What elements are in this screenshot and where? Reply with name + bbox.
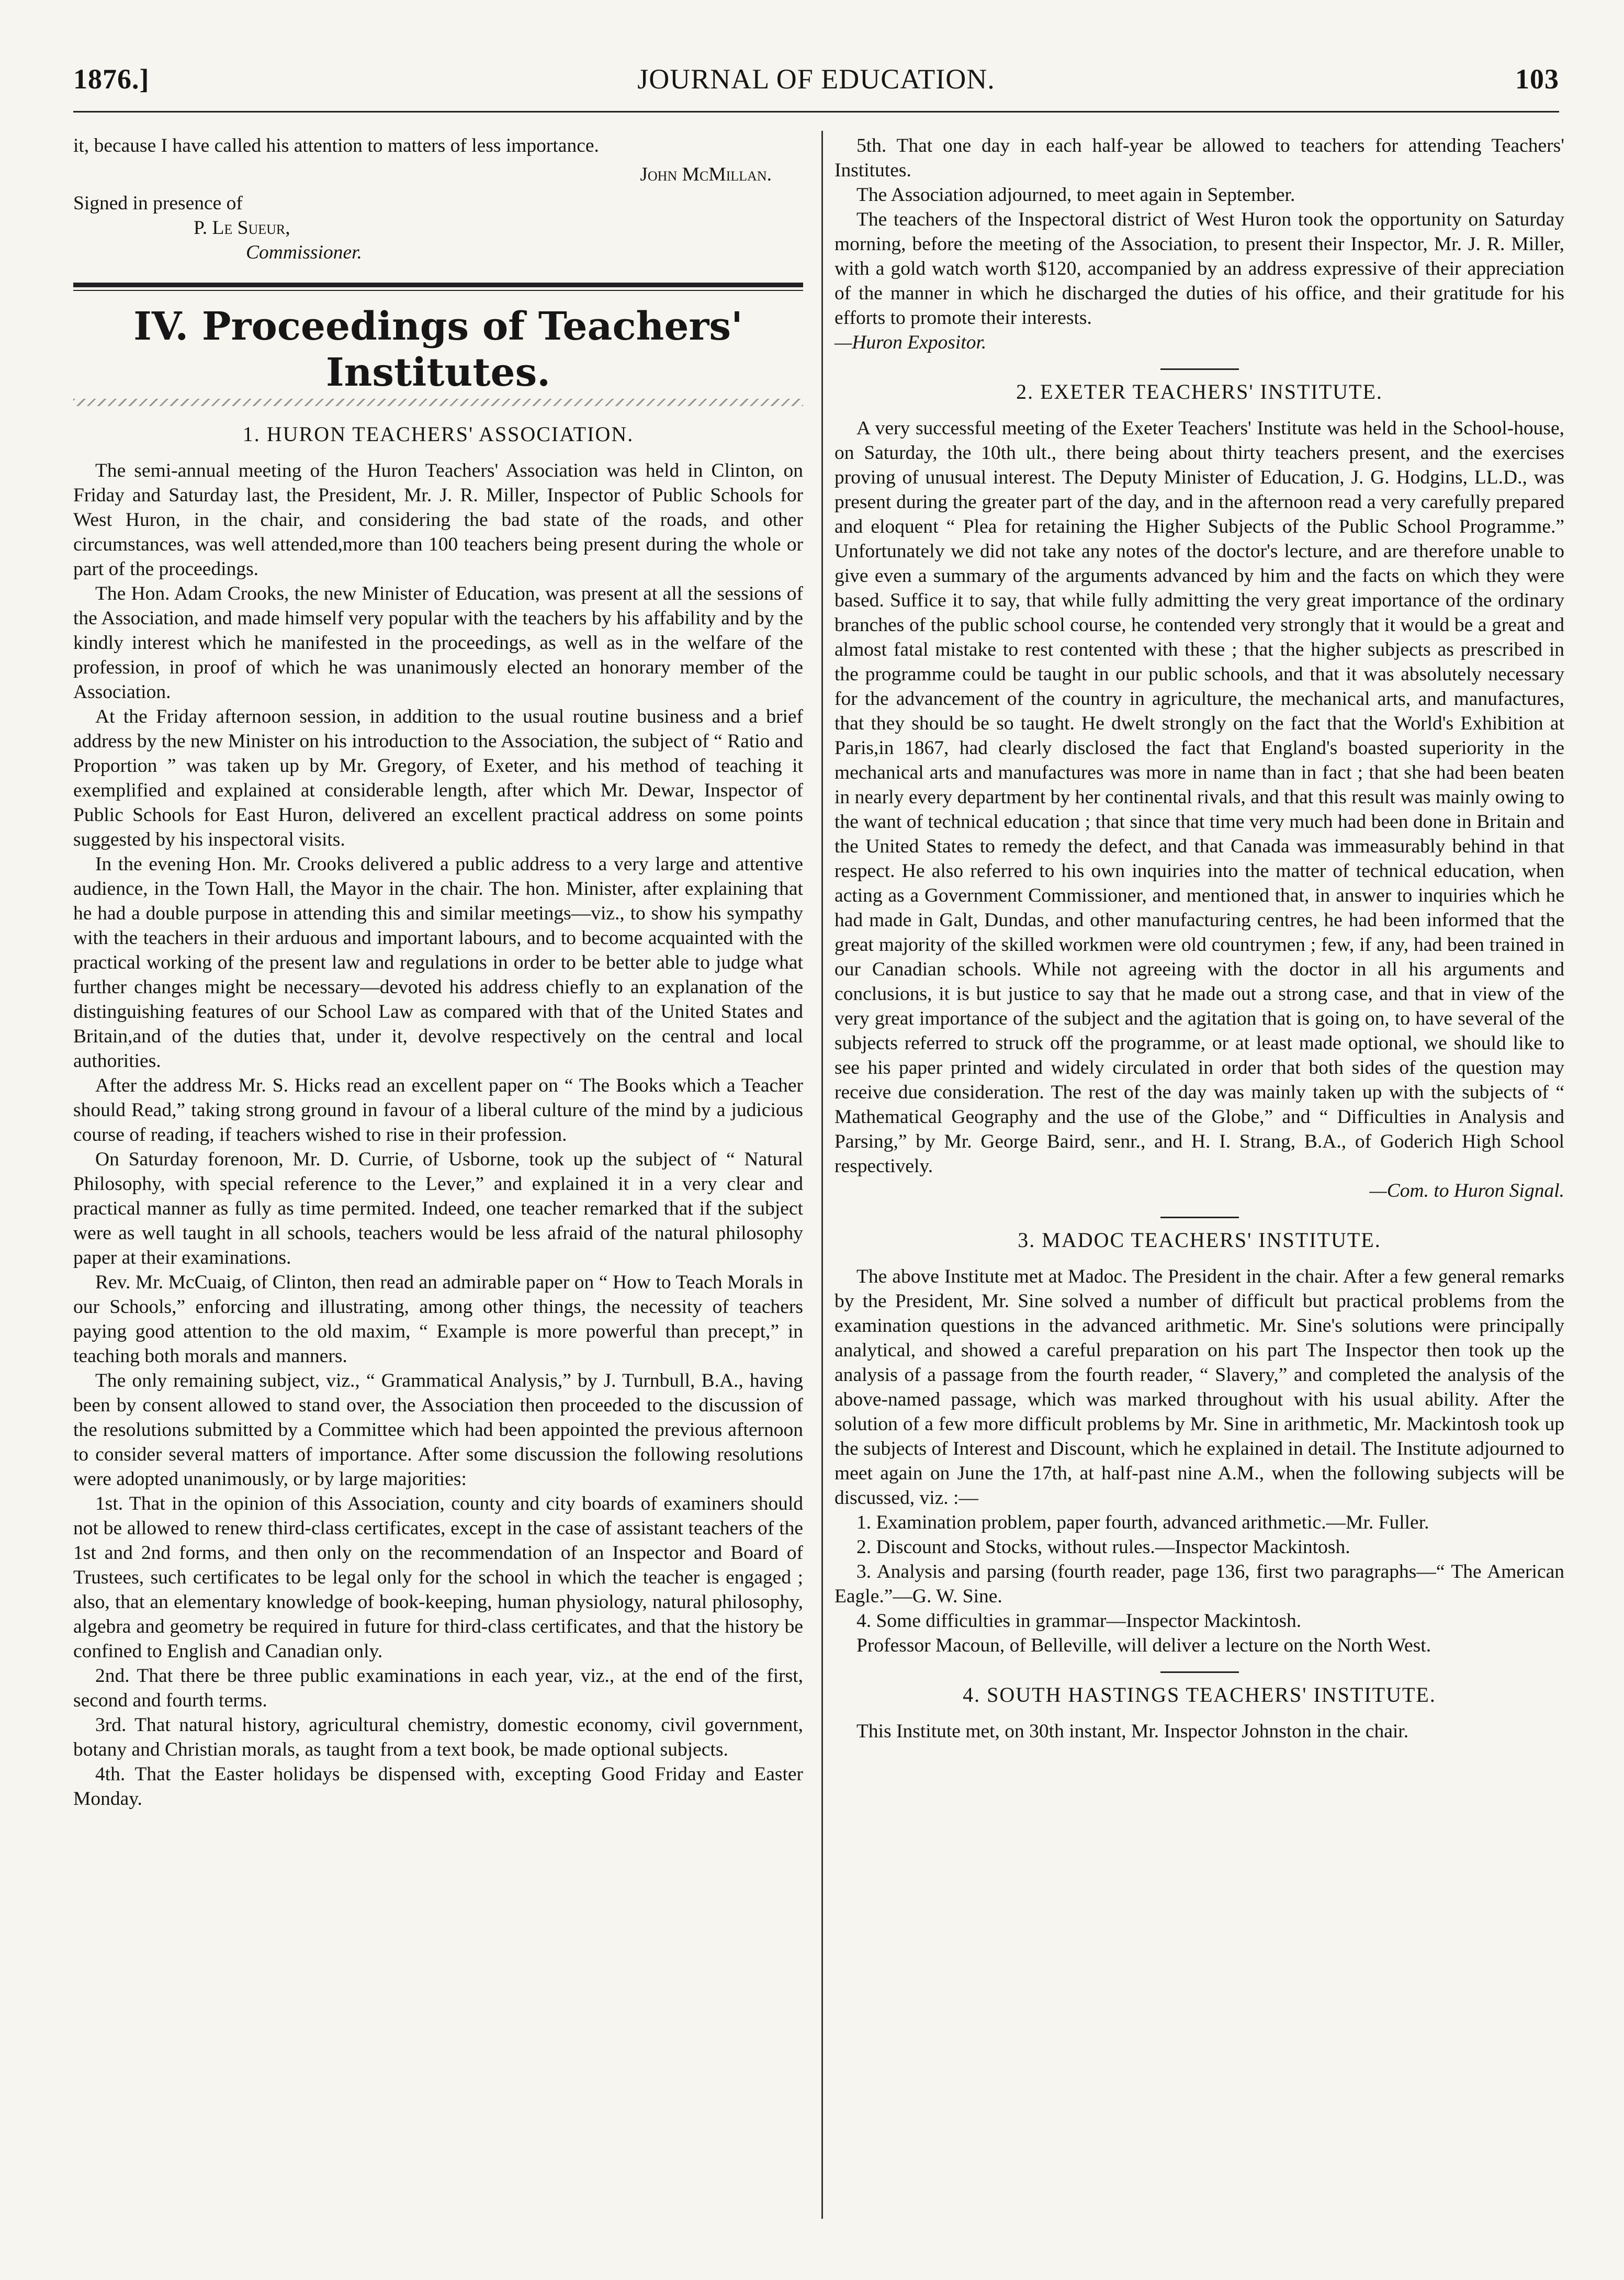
- paragraph: The only remaining subject, viz., “ Grammatical Analysis,” by J. Turnbull, B.A., having been by consent allowed to stand over, the Association then proceeded to the discussion of the resolutions submitted by a Committee which had been appointed the previous afternoon to consider several matters of importance. After some discussion the following resolutions were adopted unanimously, or by large majorities:: [73, 1370, 803, 1490]
- section-rule: [1160, 1217, 1239, 1218]
- section-title-huron: 1. HURON TEACHERS' ASSOCIATION.: [242, 422, 634, 446]
- paragraph: A very successful meeting of the Exeter Teachers' Institute was held in the School-house, on Saturday, the 10th ult., there being about thirty teachers present, and the exercises proving of unusual interest. The Deputy Minister of Education, J. G. Hodgins, LL.D., was present during the greater part of the day, and in the afternoon read a very carefully prepared and eloquent “ Plea for retaining the Higher Subjects of the Public School Programme.” Unfortunately we did not take any notes of the doctor's lecture, and are therefore unable to give even a summary of the arguments advanced by him and the facts on which they were based. Suffice it to say, that while fully admitting the very great importance of the ordinary branches of the public school course, he contended very strongly that it would be a great and almost fatal mistake to rest contented with these ; that the higher subjects as prescribed in the programme could be taught in our public schools, and that it was absolutely necessary for the advancement of the country in agriculture, the mechanical arts, and manufactures, that they should be so taught. He dwelt strongly on the fact that the World's Exhibition at Paris,in 1867, had clearly disclosed the fact that England's boasted superiority in the mechanical arts and manufactures was more in name than in fact ; that she had been beaten in nearly every department by her continental rivals, and that this result was mainly owing to the want of technical education ; that since that time very much had been done in Britain and the United States to remedy the defect, and that Canada was immeasurably behind in that respect. He also referred to his own inquiries into the matter of technical education, when acting as a Government Commissioner, and mentioned that, in answer to inquiries which he had made in Galt, Dundas, and other manufacturing centres, he had been informed that the great majority of the skilled workmen were old countrymen ; few, if any, had been trained in our Canadian schools. While not agreeing with the doctor in all his arguments and conclusions, it is but justice to say that he made out a strong case, and that in view of the very great importance of the subject and the agitation that is going on, to have several of the subjects referred to struck off the programme, or at least made optional, we should like to see his paper printed and widely circulated in order that both sides of the question may receive due consideration. The rest of the day was mainly taken up with the subjects of “ Mathematical Geography and the use of the Globe,” and “ Difficulties in Analysis and Parsing,” by Mr. George Baird, senr., and H. I. Strang, B.A., of Goderich High School respectively.: [834, 418, 1564, 1177]
- part-rule: [73, 283, 803, 291]
- resolution-item: 1st. That in the opinion of this Association, county and city boards of examiners should not be allowed to renew third-class certificates, except in the case of assistant teachers of the 1st and 2nd forms, and then only on the recommendation of an Inspector and Board of Trustees, such certificates to be legal only for the school in which the teacher is engaged ; also, that an elementary knowledge of book-keeping, human physiology, natural philosophy, algebra and geometry be required in future for third-class certificates, and that the history be confined to English and Canadian only.: [73, 1493, 803, 1662]
- paragraph: The teachers of the Inspectoral district of West Huron took the opportunity on Saturday morning, before the meeting of the Association, to present their Inspector, Mr. J. R. Miller, with a gold watch worth $120, accompanied by an address expressive of their appreciation of the manner in which he discharged the duties of his office, and their gratitude for his efforts to promote their interests.: [834, 209, 1564, 329]
- page-number: 103: [1515, 63, 1559, 95]
- paragraph: The semi-annual meeting of the Huron Teachers' Association was held in Clinton, on Friday and Saturday last, the President, Mr. J. R. Miller, Inspector of Public Schools for West Huron, in the chair, and considering the bad state of the roads, and other circumstances, was well attended,more than 100 teachers being present during the whole or part of the proceedings.: [73, 460, 803, 580]
- right-column: [834, 133, 1564, 1744]
- resolution-item: 5th. That one day in each half-year be allowed to teachers for attending Teachers' Institutes.: [834, 135, 1564, 181]
- paragraph: The above Institute met at Madoc. The President in the chair. After a few general remarks by the President, Mr. Sine solved a number of difficult but practical problems from the examination questions in the advanced arithmetic. Mr. Sine's solutions were principally analytical, and showed a careful preparation on his part The Inspector then took up the analysis of a passage from the fourth reader, “ Slavery,” and completed the analysis of the above-named passage, which was marked throughout with his usual ability. After the solution of a few more difficult problems by Mr. Sine in arithmetic, Mr. Mackintosh took up the subjects of Interest and Discount, which he explained in detail. The Institute adjourned to meet again on June the 17th, at half-past nine A.M., when the following subjects will be discussed, viz. :—: [834, 1266, 1564, 1509]
- masthead: [73, 63, 1559, 110]
- list-item: 1. Examination problem, paper fourth, advanced arithmetic.—Mr. Fuller.: [856, 1512, 1429, 1533]
- signature: John McMillan.: [640, 164, 772, 185]
- list-item: 2. Discount and Stocks, without rules.—Inspector Mackintosh.: [856, 1536, 1350, 1558]
- intro-text: it, because I have called his attention to matters of less importance.: [73, 135, 599, 156]
- section-title-exeter: 2. EXETER TEACHERS' INSTITUTE.: [1016, 380, 1383, 403]
- paragraph: The Association adjourned, to meet again in September.: [856, 184, 1295, 206]
- witness-name: P. Le Sueur,: [194, 217, 290, 239]
- resolution-item: 4th. That the Easter holidays be dispensed with, excepting Good Friday and Easter Monday.: [73, 1764, 803, 1810]
- section-rule: [1160, 1671, 1239, 1673]
- paragraph: Rev. Mr. McCuaig, of Clinton, then read an admirable paper on “ How to Teach Morals in our Schools,” enforcing and illustrating, among other things, the necessity of teachers paying good attention to the old maxim, “ Example is more powerful than precept,” in teaching both morals and manners.: [73, 1272, 803, 1367]
- paragraph: After the address Mr. S. Hicks read an excellent paper on “ The Books which a Teacher should Read,” taking strong ground in favour of a liberal culture of the mind by a judicious course of reading, if teachers wished to rise in their profession.: [73, 1075, 803, 1145]
- witness-title: Commissioner.: [246, 242, 362, 263]
- list-item: 3. Analysis and parsing (fourth reader, page 136, first two paragraphs—“ The American Eagle.”—G. W. Sine.: [834, 1561, 1564, 1607]
- paragraph: On Saturday forenoon, Mr. D. Currie, of Usborne, took up the subject of “ Natural Philosophy, with special reference to the Lever,” and explained it in a very clear and practical manner as fully as time permited. Indeed, one teacher remarked that if the subject were as well taught in all schools, teachers would be less afraid of the natural philosophy paper at their examinations.: [73, 1149, 803, 1268]
- source-credit: —Huron Expositor.: [834, 332, 987, 353]
- paragraph: At the Friday afternoon session, in addition to the usual routine business and a brief address by the new Minister on his introduction to the Association, the subject of “ Ratio and Proportion ” was taken up by Mr. Gregory, of Exeter, and his method of teaching it exemplified and explained at considerable length, after which Mr. Dewar, Inspector of Public Schools for East Huron, delivered an excellent practical address on some points suggested by his inspectoral visits.: [73, 706, 803, 850]
- section-title-madoc: 3. MADOC TEACHERS' INSTITUTE.: [1018, 1228, 1381, 1252]
- issue-year: 1876.]: [73, 63, 150, 95]
- column-divider: [821, 131, 823, 2219]
- paragraph: This Institute met, on 30th instant, Mr. Inspector Johnston in the chair.: [856, 1721, 1409, 1742]
- list-item: 4. Some difficulties in grammar—Inspector Mackintosh.: [856, 1610, 1302, 1632]
- ornamental-rule: [73, 399, 803, 406]
- paragraph: The Hon. Adam Crooks, the new Minister of Education, was present at all the sessions of the Association, and made himself very popular with the teachers by his affability and by the kindly interest which he manifested in the proceedings, as well as in the welfare of the profession, in proof of which he was unanimously elected an honorary member of the Association.: [73, 583, 803, 703]
- journal-title: JOURNAL OF EDUCATION.: [637, 63, 995, 95]
- header-rule: [73, 111, 1559, 113]
- section-rule: [1160, 368, 1239, 370]
- resolution-item: 2nd. That there be three public examinations in each year, viz., at the end of the first, second and fourth terms.: [73, 1665, 803, 1711]
- signed-line: Signed in presence of: [73, 193, 243, 214]
- left-column: [73, 133, 803, 1811]
- part-title: IV. Proceedings of Teachers' Institutes.: [133, 304, 743, 395]
- resolution-item: 3rd. That natural history, agricultural chemistry, domestic economy, civil government, botany and Christian morals, as taught from a text book, be made optional subjects.: [73, 1714, 803, 1760]
- paragraph: In the evening Hon. Mr. Crooks delivered a public address to a very large and attentive audience, in the Town Hall, the Mayor in the chair. The hon. Minister, after explaining that he had a double purpose in attending this and similar meetings—viz., to show his sympathy with the teachers in their arduous and important labours, and to become acquainted with the practical working of the present law and regulations in order to be better able to judge what further changes might be necessary—devoted his address chiefly to an explanation of the distinguishing features of our School Law as compared with that of the United States and Britain,and of the duties that, under it, devolve respectively on the central and local authorities.: [73, 853, 803, 1072]
- section-title-south-hastings: 4. SOUTH HASTINGS TEACHERS' INSTITUTE.: [963, 1683, 1436, 1706]
- source-credit: —Com. to Huron Signal.: [1369, 1180, 1564, 1201]
- paragraph: Professor Macoun, of Belleville, will deliver a lecture on the North West.: [856, 1635, 1431, 1656]
